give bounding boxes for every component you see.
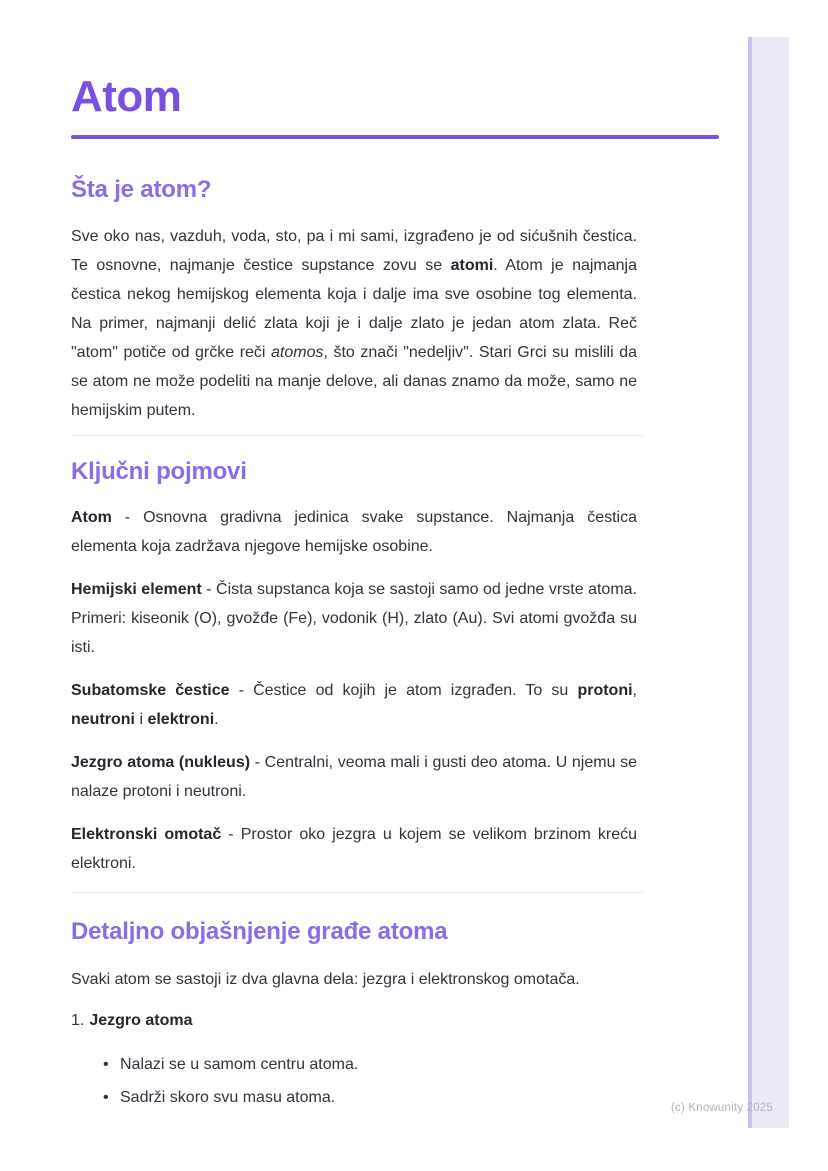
bullet-item: • Nalazi se u samom centru atoma.	[71, 1050, 719, 1079]
italic-term-atomos: atomos	[271, 344, 324, 361]
list-item-label: Jezgro atoma	[89, 1012, 193, 1029]
text-run: Sve oko nas, vazduh, voda, sto, pa i mi sami, izgrađeno je od sićušnih čestica. Te osnovne, najmanje čestice supstance zovu se	[71, 228, 637, 274]
title-underline-rule	[71, 135, 719, 139]
intro-paragraph	[71, 222, 637, 425]
list-item-jezgro-atoma	[71, 1006, 719, 1112]
page-title: Atom	[71, 72, 182, 121]
term-definition-hemijski-element	[71, 575, 637, 662]
text-run: . Atom je najmanja čestica nekog hemijskog elementa koja i dalje ima sve osobine tog elementa. Na primer, najmanji delić zlata koji je i dalje zlato je jedan atom zlata. Reč "atom" potiče od grčke reči	[71, 257, 638, 361]
term-definition-subatomske-cestice	[71, 676, 637, 734]
term-text: ,	[632, 682, 637, 699]
copyright-note: (c) Knowunity 2025	[670, 1102, 773, 1114]
bullet-list	[71, 1050, 719, 1112]
text-run: , što znači "nedeljiv". Stari Grci su mislili da se atom ne može podeliti na manje delove, ali danas znamo da može, samo ne hemijskim putem.	[71, 344, 637, 419]
term-text: i	[135, 711, 148, 728]
list-item-heading	[71, 1006, 719, 1035]
section-heading-key-terms: Ključni pojmovi	[71, 458, 247, 485]
term-label: Atom	[71, 509, 112, 526]
section-atom-structure	[71, 918, 719, 1112]
section-divider	[71, 435, 643, 436]
list-item-number: 1.	[71, 1012, 85, 1029]
section-divider	[71, 892, 643, 893]
bold-term-protoni: protoni	[577, 682, 633, 699]
term-label: Elektronski omotač	[71, 826, 222, 843]
term-text: - Čestice od kojih je atom izgrađen. To su	[229, 682, 578, 699]
structure-intro-paragraph: Svaki atom se sastoji iz dva glavna dela: jezgra i elektronskog omotača.	[71, 971, 580, 988]
term-label: Hemijski element	[71, 581, 202, 598]
section-key-terms	[71, 458, 719, 878]
bold-term-neutroni: neutroni	[71, 711, 135, 728]
section-heading-structure: Detaljno objašnjenje građe atoma	[71, 918, 448, 945]
term-text: - Centralni, veoma mali i gusti deo atoma. U njemu se nalaze protoni i neutroni.	[71, 754, 637, 800]
term-definition-atom	[71, 503, 637, 561]
numbered-list	[71, 1006, 719, 1112]
section-heading-what-is-atom: Šta je atom?	[71, 176, 212, 203]
term-label: Jezgro atoma (nukleus)	[71, 754, 251, 771]
page-edge-strip	[748, 37, 789, 1128]
term-definition-elektronski-omotac	[71, 820, 637, 878]
bold-term-atomi: atomi	[450, 257, 494, 274]
term-text: - Osnovna gradivna jedinica svake supstance. Najmanja čestica elementa koja zadržava njegove hemijske osobine.	[71, 509, 637, 555]
section-what-is-atom	[71, 176, 719, 425]
term-text: .	[214, 711, 219, 728]
term-label: Subatomske čestice	[71, 682, 230, 699]
document-content	[71, 0, 719, 1112]
term-text: - Čista supstanca koja se sastoji samo od jedne vrste atoma. Primeri: kiseonik (O), gvožđe (Fe), vodonik (H), zlato (Au). Svi atomi gvožđa su isti.	[71, 581, 637, 656]
term-text: - Prostor oko jezgra u kojem se velikom brzinom kreću elektroni.	[71, 826, 637, 872]
term-definition-jezgro-atoma	[71, 748, 637, 806]
bold-term-elektroni: elektroni	[147, 711, 215, 728]
bullet-item: • Sadrži skoro svu masu atoma.	[71, 1083, 719, 1112]
